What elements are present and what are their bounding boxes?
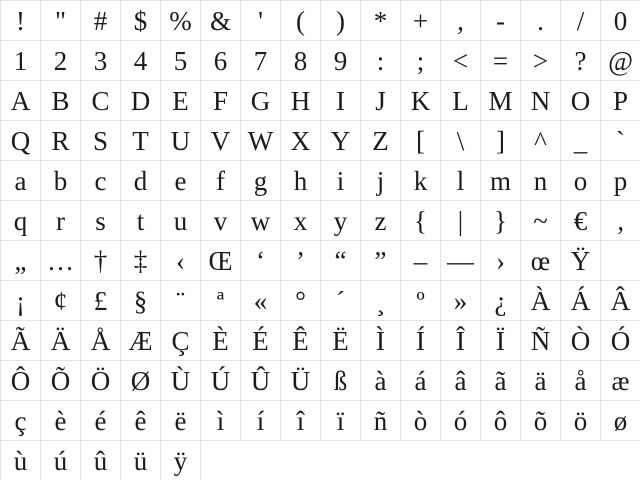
glyph-cell[interactable]: o [561,161,601,201]
glyph-cell[interactable]: u [161,201,201,241]
glyph-cell[interactable]: ¸ [361,281,401,321]
glyph-cell[interactable]: é [81,401,121,441]
glyph-cell[interactable]: / [561,1,601,41]
glyph-cell[interactable]: ù [1,441,41,480]
glyph-cell[interactable]: Z [361,121,401,161]
glyph-cell[interactable]: d [121,161,161,201]
glyph-cell[interactable]: v [201,201,241,241]
glyph-cell[interactable]: 6 [201,41,241,81]
glyph-cell[interactable]: œ [521,241,561,281]
glyph-cell[interactable]: a [1,161,41,201]
glyph-cell[interactable]: 3 [81,41,121,81]
glyph-cell[interactable]: $ [121,1,161,41]
glyph-cell[interactable]: í [241,401,281,441]
glyph-cell[interactable]: ' [241,1,281,41]
glyph-cell[interactable]: # [81,1,121,41]
glyph-cell[interactable]: È [201,321,241,361]
glyph-cell[interactable]: R [41,121,81,161]
glyph-cell[interactable]: z [361,201,401,241]
glyph-cell[interactable]: 9 [321,41,361,81]
glyph-cell[interactable]: @ [601,41,640,81]
glyph-cell[interactable]: † [81,241,121,281]
glyph-cell[interactable]: q [1,201,41,241]
glyph-cell[interactable]: ‘ [241,241,281,281]
glyph-cell[interactable]: ö [561,401,601,441]
glyph-cell[interactable]: « [241,281,281,321]
grid-filler [201,441,241,480]
glyph-cell[interactable]: ô [481,401,521,441]
glyph-cell[interactable]: ã [481,361,521,401]
glyph-cell[interactable]: “ [321,241,361,281]
glyph-cell[interactable]: û [81,441,121,480]
glyph-cell[interactable]: s [81,201,121,241]
grid-filler [241,441,281,480]
glyph-cell[interactable]: ‚ [601,201,640,241]
glyph-cell[interactable]: – [401,241,441,281]
glyph-cell[interactable]: ò [401,401,441,441]
glyph-cell[interactable]: U [161,121,201,161]
grid-filler [521,441,561,480]
glyph-cell[interactable]: c [81,161,121,201]
glyph-cell[interactable]: Ë [321,321,361,361]
glyph-cell[interactable]: m [481,161,521,201]
glyph-cell[interactable]: _ [561,121,601,161]
grid-filler [401,441,441,480]
glyph-cell[interactable]: Q [1,121,41,161]
glyph-cell[interactable]: = [481,41,521,81]
glyph-cell[interactable]: Ã [1,321,41,361]
glyph-cell[interactable]: É [241,321,281,361]
glyph-cell[interactable]: Ù [161,361,201,401]
glyph-cell[interactable]: Á [561,281,601,321]
glyph-cell[interactable]: p [601,161,640,201]
glyph-cell[interactable]: ÿ [161,441,201,480]
glyph-cell[interactable]: ø [601,401,640,441]
glyph-cell[interactable]: S [81,121,121,161]
glyph-cell[interactable]: ” [361,241,401,281]
glyph-cell[interactable]: : [361,41,401,81]
glyph-cell[interactable]: N [521,81,561,121]
glyph-cell[interactable]: H [281,81,321,121]
glyph-cell[interactable]: 0 [601,1,640,41]
glyph-cell[interactable]: ~ [521,201,561,241]
glyph-cell[interactable]: ¢ [41,281,81,321]
glyph-cell[interactable]: j [361,161,401,201]
glyph-cell-empty[interactable] [601,241,640,281]
glyph-cell[interactable]: € [561,201,601,241]
glyph-cell[interactable]: ^ [521,121,561,161]
glyph-cell[interactable]: T [121,121,161,161]
glyph-cell[interactable]: â [441,361,481,401]
glyph-cell[interactable]: 7 [241,41,281,81]
glyph-cell[interactable]: ( [281,1,321,41]
glyph-cell[interactable]: C [81,81,121,121]
glyph-cell[interactable]: ¡ [1,281,41,321]
grid-filler [601,441,640,480]
glyph-cell[interactable]: e [161,161,201,201]
glyph-cell[interactable]: ï [321,401,361,441]
glyph-cell[interactable]: è [41,401,81,441]
glyph-cell[interactable]: Ñ [521,321,561,361]
glyph-cell[interactable]: Ú [201,361,241,401]
glyph-cell[interactable]: Ü [281,361,321,401]
grid-filler [561,441,601,480]
glyph-cell[interactable]: . [521,1,561,41]
glyph-cell[interactable]: A [1,81,41,121]
glyph-cell[interactable]: K [401,81,441,121]
glyph-cell[interactable]: ì [201,401,241,441]
glyph-cell[interactable]: k [401,161,441,201]
glyph-cell[interactable]: Ó [601,321,640,361]
glyph-cell[interactable]: > [521,41,561,81]
glyph-cell[interactable]: 5 [161,41,201,81]
glyph-cell[interactable]: P [601,81,640,121]
glyph-cell[interactable]: D [121,81,161,121]
glyph-cell[interactable]: ; [401,41,441,81]
glyph-cell[interactable]: * [361,1,401,41]
glyph-cell[interactable]: g [241,161,281,201]
glyph-cell[interactable]: \ [441,121,481,161]
glyph-cell[interactable]: , [441,1,481,41]
glyph-cell[interactable]: Å [81,321,121,361]
glyph-cell[interactable]: Œ [201,241,241,281]
glyph-cell[interactable]: x [281,201,321,241]
glyph-cell[interactable]: % [161,1,201,41]
glyph-cell[interactable]: l [441,161,481,201]
glyph-cell[interactable]: i [321,161,361,201]
glyph-cell[interactable]: " [41,1,81,41]
glyph-cell[interactable]: } [481,201,521,241]
glyph-cell[interactable]: 8 [281,41,321,81]
glyph-cell[interactable]: ) [321,1,361,41]
glyph-cell[interactable]: ü [121,441,161,480]
glyph-cell[interactable]: º [401,281,441,321]
glyph-cell[interactable]: á [401,361,441,401]
glyph-cell[interactable]: Ä [41,321,81,361]
glyph-cell[interactable]: Û [241,361,281,401]
glyph-cell[interactable]: 1 [1,41,41,81]
glyph-cell[interactable]: w [241,201,281,241]
glyph-cell[interactable]: ° [281,281,321,321]
glyph-cell[interactable]: ´ [321,281,361,321]
glyph-cell[interactable]: ú [41,441,81,480]
glyph-cell[interactable]: ¨ [161,281,201,321]
glyph-cell[interactable]: õ [521,401,561,441]
glyph-cell[interactable]: — [441,241,481,281]
glyph-cell[interactable]: Ô [1,361,41,401]
glyph-cell[interactable]: Õ [41,361,81,401]
glyph-cell[interactable]: £ [81,281,121,321]
glyph-cell[interactable]: å [561,361,601,401]
glyph-cell[interactable]: Ÿ [561,241,601,281]
glyph-cell[interactable]: L [441,81,481,121]
glyph-cell[interactable]: „ [1,241,41,281]
glyph-cell[interactable]: Ì [361,321,401,361]
glyph-cell[interactable]: Ê [281,321,321,361]
glyph-cell[interactable]: | [441,201,481,241]
glyph-cell[interactable]: f [201,161,241,201]
glyph-cell[interactable]: ä [521,361,561,401]
glyph-cell[interactable]: n [521,161,561,201]
glyph-cell[interactable]: › [481,241,521,281]
glyph-cell[interactable]: & [201,1,241,41]
glyph-cell[interactable]: § [121,281,161,321]
glyph-cell[interactable]: { [401,201,441,241]
glyph-cell[interactable]: W [241,121,281,161]
glyph-cell[interactable]: ? [561,41,601,81]
glyph-cell[interactable]: æ [601,361,640,401]
grid-filler [481,441,521,480]
glyph-cell[interactable]: ë [161,401,201,441]
glyph-cell[interactable]: ß [321,361,361,401]
glyph-cell[interactable]: E [161,81,201,121]
glyph-cell[interactable]: G [241,81,281,121]
glyph-cell[interactable]: ó [441,401,481,441]
glyph-cell[interactable]: ’ [281,241,321,281]
glyph-cell[interactable]: - [481,1,521,41]
glyph-cell[interactable]: ‹ [161,241,201,281]
glyph-cell[interactable]: h [281,161,321,201]
glyph-cell[interactable]: ñ [361,401,401,441]
glyph-cell[interactable]: J [361,81,401,121]
glyph-cell[interactable]: ] [481,121,521,161]
glyph-cell[interactable]: F [201,81,241,121]
glyph-cell[interactable]: Â [601,281,640,321]
glyph-cell[interactable]: Ï [481,321,521,361]
glyph-cell[interactable]: 4 [121,41,161,81]
glyph-cell[interactable]: ‡ [121,241,161,281]
glyph-cell[interactable]: B [41,81,81,121]
glyph-cell[interactable]: Ø [121,361,161,401]
glyph-cell[interactable]: X [281,121,321,161]
glyph-cell[interactable]: I [321,81,361,121]
glyph-cell[interactable]: M [481,81,521,121]
glyph-cell[interactable]: t [121,201,161,241]
glyph-cell[interactable]: … [41,241,81,281]
glyph-cell[interactable]: Î [441,321,481,361]
glyph-cell[interactable]: ê [121,401,161,441]
glyph-cell[interactable]: à [361,361,401,401]
grid-filler [281,441,321,480]
glyph-cell[interactable]: r [41,201,81,241]
glyph-cell[interactable]: ç [1,401,41,441]
glyph-cell[interactable]: 2 [41,41,81,81]
glyph-cell[interactable]: ! [1,1,41,41]
glyph-cell[interactable]: » [441,281,481,321]
glyph-cell[interactable]: Ò [561,321,601,361]
grid-filler [321,441,361,480]
glyph-cell[interactable]: î [281,401,321,441]
glyph-cell[interactable]: ¿ [481,281,521,321]
glyph-cell[interactable]: Ç [161,321,201,361]
glyph-cell[interactable]: Ö [81,361,121,401]
glyph-cell[interactable]: O [561,81,601,121]
glyph-cell[interactable]: Y [321,121,361,161]
glyph-cell[interactable]: À [521,281,561,321]
glyph-cell[interactable]: b [41,161,81,201]
glyph-cell[interactable]: y [321,201,361,241]
glyph-cell[interactable]: < [441,41,481,81]
grid-filler [441,441,481,480]
grid-filler [361,441,401,480]
glyph-cell[interactable]: + [401,1,441,41]
glyph-cell[interactable]: [ [401,121,441,161]
glyph-cell[interactable]: Í [401,321,441,361]
glyph-cell[interactable]: ª [201,281,241,321]
glyph-cell[interactable]: V [201,121,241,161]
glyph-cell[interactable]: Æ [121,321,161,361]
glyph-cell[interactable]: ` [601,121,640,161]
